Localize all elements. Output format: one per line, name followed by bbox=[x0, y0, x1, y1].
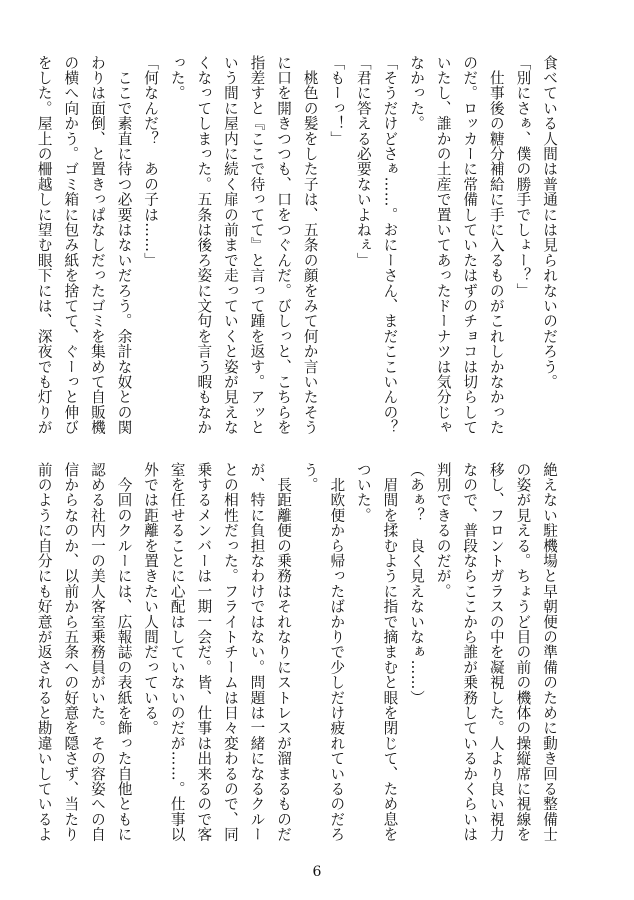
text-line: ついた。 bbox=[354, 462, 372, 523]
text-line: をした。屋上の柵越しに望む眼下には、深夜でも灯りが bbox=[35, 55, 53, 435]
page-number: 6 bbox=[312, 864, 322, 880]
text-line: 桃色の髪をした子は、五条の顔をみて何か言いたそう bbox=[301, 55, 319, 435]
text-line: 認める社内一の美人客室乗務員がいた。その容姿への自 bbox=[88, 462, 106, 842]
text-line: わりは面倒、と置きっぱなしだったゴミを集めて自販機 bbox=[88, 55, 106, 435]
text-line: 指差すと『ここで待ってて』と言って踵を返す。アッと bbox=[248, 55, 266, 435]
text-line: に口を開きつつも、口をつぐんだ。びしっと、こちらを bbox=[275, 55, 293, 435]
text-line: 外では距離を置きたい人間だっている。 bbox=[142, 462, 160, 736]
text-line: 今回のクルーには、広報誌の表紙を飾った自他ともに bbox=[115, 462, 133, 842]
text-line: 判別できるのだが。 bbox=[434, 462, 452, 599]
text-line: う。 bbox=[301, 462, 319, 493]
text-line: 「もーっ！」 bbox=[328, 55, 346, 147]
text-line: った。 bbox=[168, 55, 186, 101]
text-line: が、特に負担なわけではない。問題は一緒になるクルー bbox=[248, 462, 266, 842]
text-line: 長距離便の乗務はそれなりにストレスが溜まるものだ bbox=[275, 462, 293, 842]
text-line: 仕事後の糖分補給に手に入るものがこれしかなかった bbox=[487, 55, 505, 435]
text-line: 前のように自分にも好意が返されると勘違いしているよ bbox=[35, 462, 53, 842]
text-line: の姿が見える。ちょうど目の前の機体の操縦席に視線を bbox=[514, 462, 532, 842]
text-block-bottom bbox=[35, 462, 562, 842]
text-line: なので、普段ならここから誰が乗務しているかくらいは bbox=[461, 462, 479, 842]
text-line: の横へ向かう。ゴミ箱に包み紙を捨てて、ぐーっと伸び bbox=[62, 55, 80, 435]
text-line: 乗するメンバーは一期一会だ。皆、仕事は出来るので客 bbox=[195, 462, 213, 842]
text-line: 食べている人間は普通には見られないのだろう。 bbox=[541, 55, 558, 390]
text-line: 室を任せることに心配はしていないのだが……。仕事以 bbox=[168, 462, 186, 842]
text-line: との相性だった。フライトチームは日々変わるので、同 bbox=[221, 462, 239, 842]
text-line: 「別にさぁ、僕の勝手でしょー？」 bbox=[514, 55, 532, 299]
text-line: なかった。 bbox=[408, 55, 426, 131]
text-line: 移し、フロントガラスの中を凝視した。人より良い視力 bbox=[487, 462, 505, 842]
text-line: 信からなのか、以前から五条への好意を隠さず、当たり bbox=[62, 462, 80, 842]
text-line: くなってしまった。五条は後ろ姿に文句を言う暇もなか bbox=[195, 55, 213, 435]
text-block-top bbox=[35, 55, 562, 435]
text-line: 「君に答える必要ないよねぇ」 bbox=[354, 55, 372, 268]
text-line: 「そうだけどさぁ……。おにーさん、まだここいんの？ bbox=[381, 55, 399, 435]
text-line: のだ。ロッカーに常備していたはずのチョコは切らして bbox=[461, 55, 479, 435]
text-line: いう間に屋内に続く扉の前まで走っていくと姿が見えな bbox=[221, 55, 239, 435]
text-line: いたし、誰かの土産で置いてあったドーナツは気分じゃ bbox=[434, 55, 452, 435]
text-line: 眉間を揉むように指で摘まむと眼を閉じて、ため息を bbox=[381, 462, 399, 842]
text-line: 絶えない駐機場と早朝便の準備のために動き回る整備士 bbox=[541, 462, 558, 842]
text-line: （あぁ？ 良く見えないなぁ……） bbox=[408, 462, 426, 706]
text-line: 「何なんだ？ あの子は……」 bbox=[142, 55, 160, 268]
text-line: 北欧便から帰ったばかりで少しだけ疲れているのだろ bbox=[328, 462, 346, 842]
text-line: ここで素直に待つ必要はないだろう。余計な奴との関 bbox=[115, 55, 133, 435]
